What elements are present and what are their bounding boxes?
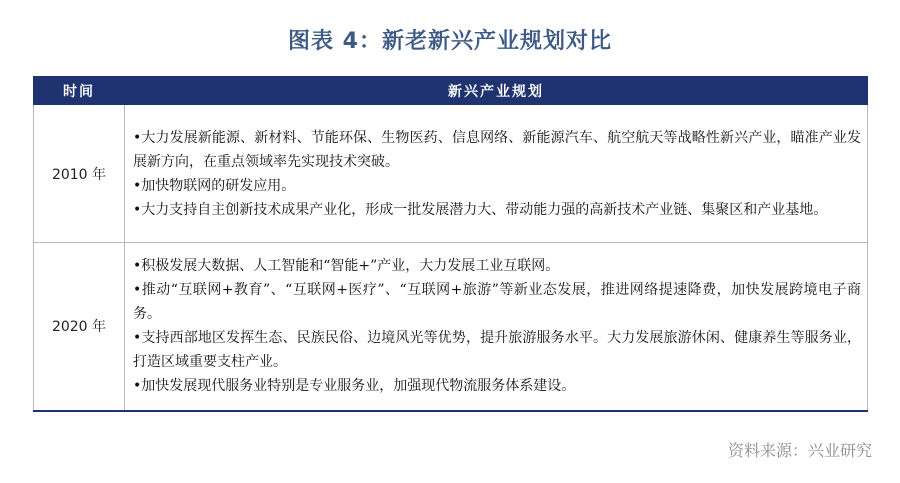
year-cell: 2020 年 xyxy=(34,243,125,411)
plan-item: •支持西部地区发挥生态、民族民俗、边境风光等优势，提升旅游服务水平。大力发展旅游休闲、健康养生等服务业，打造区域重要支柱产业。 xyxy=(133,330,861,371)
source-note: 资料来源：兴业研究 xyxy=(727,441,872,460)
planning-comparison-table xyxy=(33,76,868,412)
plan-item: •加快发展现代服务业特别是专业服务业，加强现代物流服务体系建设。 xyxy=(133,378,576,395)
table-row xyxy=(34,243,868,411)
header-emerging-industry-plan: 新兴产业规划 xyxy=(125,77,868,105)
table-row xyxy=(34,105,868,243)
plan-cell xyxy=(125,105,868,243)
plan-item: •大力发展新能源、新材料、节能环保、生物医药、信息网络、新能源汽车、航空航天等战略性新兴产业，瞄准产业发展新方向，在重点领域率先实现技术突破。 xyxy=(133,129,861,170)
plan-item: •大力支持自主创新技术成果产业化，形成一批发展潜力大、带动能力强的高新技术产业链、集聚区和产业基地。 xyxy=(133,201,828,218)
plan-item: •积极发展大数据、人工智能和“智能+”产业，大力发展工业互联网。 xyxy=(133,258,560,275)
figure-title: 图表 4：新老新兴产业规划对比 xyxy=(288,29,612,54)
table-header-row xyxy=(34,77,868,105)
plan-item: •加快物联网的研发应用。 xyxy=(133,177,296,194)
year-cell: 2010 年 xyxy=(34,105,125,243)
plan-item: •推动“互联网+教育”、“互联网+医疗”、“互联网+旅游”等新业态发展，推进网络提速降费，加快发展跨境电子商务。 xyxy=(133,282,861,323)
plan-cell xyxy=(125,243,868,411)
header-time: 时间 xyxy=(34,77,125,105)
